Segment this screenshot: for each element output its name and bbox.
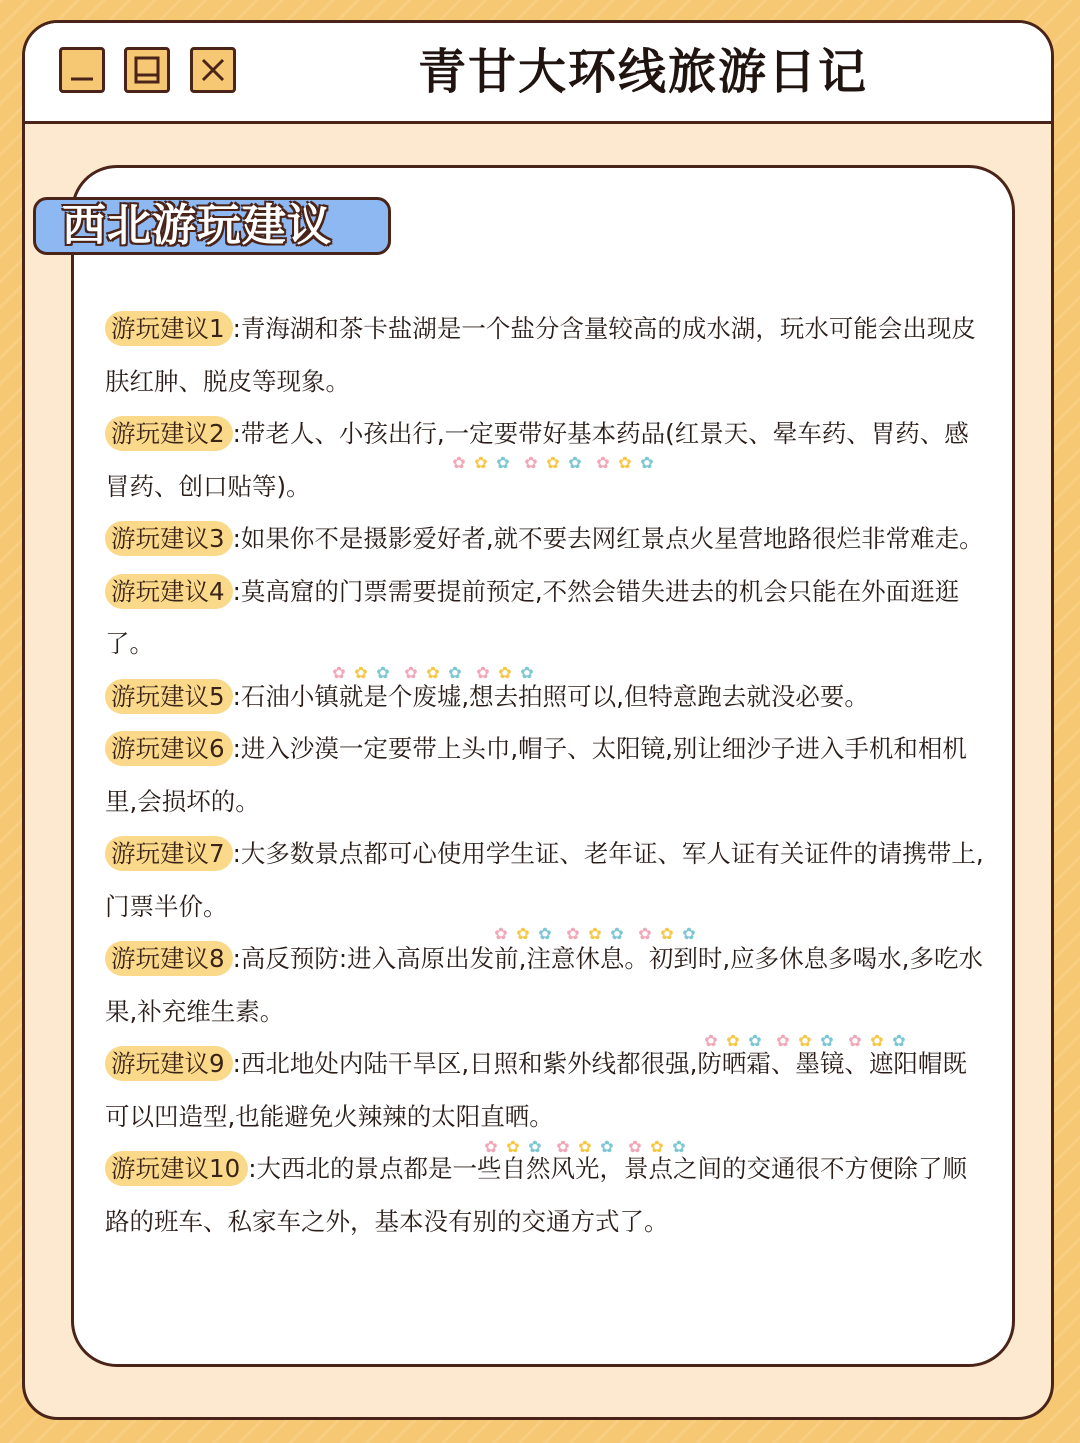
flower-icon: ✿ xyxy=(820,1031,834,1050)
flower-icon: ✿ xyxy=(556,1137,570,1156)
flower-icon: ✿ xyxy=(506,1137,520,1156)
tip-text: :青海湖和茶卡盐湖是一个盐分含量较高的成水湖，玩水可能会出现皮肤红肿、脱皮等现象。 xyxy=(105,314,976,396)
flower-icon: ✿ xyxy=(628,1137,642,1156)
flower-icon: ✿ xyxy=(568,453,582,472)
flower-icon: ✿ xyxy=(494,924,508,943)
flower-icon: ✿ xyxy=(426,663,440,682)
tip-text: :带老人、小孩出行,一定要带好基本药品(红景天、晕车药、胃药、感冒药、创口贴等)。 xyxy=(105,419,969,501)
flower-icon: ✿ xyxy=(538,924,552,943)
flower-icon: ✿ xyxy=(672,1137,686,1156)
tip-item xyxy=(105,933,985,1038)
tip-label: 游玩建议5 xyxy=(105,679,233,714)
flower-icon: ✿ xyxy=(498,663,512,682)
flower-icon: ✿ xyxy=(726,1031,740,1050)
tip-item xyxy=(105,1143,985,1248)
tip-item xyxy=(105,1038,985,1143)
tip-label: 游玩建议1 xyxy=(105,311,233,346)
flower-icon: ✿ xyxy=(892,1031,906,1050)
flower-icon: ✿ xyxy=(578,1137,592,1156)
flower-icon: ✿ xyxy=(496,453,510,472)
tip-item xyxy=(105,723,985,828)
tip-item xyxy=(105,303,985,408)
flower-icon: ✿ xyxy=(476,663,490,682)
flower-icon: ✿ xyxy=(484,1137,498,1156)
tip-item xyxy=(105,671,985,724)
flower-icon: ✿ xyxy=(528,1137,542,1156)
tip-label: 游玩建议3 xyxy=(105,521,233,556)
tip-text: :如果你不是摄影爱好者,就不要去网红景点火星营地路很烂非常难走。 xyxy=(232,524,984,553)
tip-label: 游玩建议9 xyxy=(105,1046,233,1081)
flower-icon: ✿ xyxy=(404,663,418,682)
flower-decoration xyxy=(700,1032,910,1050)
tip-text: :石油小镇就是个废墟,想去拍照可以,但特意跑去就没必要。 xyxy=(232,681,869,711)
flower-icon: ✿ xyxy=(682,924,696,943)
window-title: 青甘大环线旅游日记 xyxy=(417,44,868,100)
flower-icon: ✿ xyxy=(448,663,462,682)
flower-icon: ✿ xyxy=(474,453,488,472)
flower-icon: ✿ xyxy=(640,453,654,472)
flower-icon: ✿ xyxy=(618,453,632,472)
flower-decoration xyxy=(490,925,700,943)
minimize-icon xyxy=(62,50,102,90)
tip-text: :进入沙漠一定要带上头巾,帽子、太阳镜,别让细沙子进入手机和相机里,会损坏的。 xyxy=(105,734,967,816)
tip-label: 游玩建议10 xyxy=(105,1151,248,1186)
maximize-icon xyxy=(127,50,167,90)
tip-text: :高反预防:进入高原出发前,注意休息。初到时,应多休息多喝水,多吃水果,补充维生素。 xyxy=(105,944,983,1026)
title-bar xyxy=(25,23,1051,124)
app-window xyxy=(22,20,1054,1420)
tip-text: :西北地处内陆干旱区,日照和紫外线都很强,防晒霜、墨镜、遮阳帽既可以凹造型,也能避免火辣辣的太阳直晒。 xyxy=(105,1049,967,1131)
flower-icon: ✿ xyxy=(516,924,530,943)
flower-icon: ✿ xyxy=(332,663,346,682)
flower-icon: ✿ xyxy=(524,453,538,472)
flower-decoration xyxy=(480,1138,690,1156)
flower-icon: ✿ xyxy=(520,663,534,682)
flower-icon: ✿ xyxy=(660,924,674,943)
close-button[interactable] xyxy=(190,47,236,93)
flower-icon: ✿ xyxy=(704,1031,718,1050)
flower-icon: ✿ xyxy=(376,663,390,682)
tip-text: :莫高窟的门票需要提前预定,不然会错失进去的机会只能在外面逛逛了。 xyxy=(105,576,960,658)
flower-icon: ✿ xyxy=(610,924,624,943)
flower-icon: ✿ xyxy=(546,453,560,472)
tip-item xyxy=(105,513,985,566)
close-icon xyxy=(193,50,233,90)
tip-label: 游玩建议4 xyxy=(105,574,233,609)
flower-icon: ✿ xyxy=(596,453,610,472)
flower-icon: ✿ xyxy=(650,1137,664,1156)
flower-decoration xyxy=(328,664,538,682)
flower-icon: ✿ xyxy=(452,453,466,472)
tip-label: 游玩建议6 xyxy=(105,731,233,766)
flower-icon: ✿ xyxy=(600,1137,614,1156)
section-title: 西北游玩建议 xyxy=(33,197,391,255)
tip-item xyxy=(105,828,985,933)
tip-text: :大多数景点都可心使用学生证、老年证、军人证有关证件的请携带上,门票半价。 xyxy=(105,839,984,921)
minimize-button[interactable] xyxy=(59,47,105,93)
flower-icon: ✿ xyxy=(870,1031,884,1050)
flower-icon: ✿ xyxy=(798,1031,812,1050)
flower-icon: ✿ xyxy=(848,1031,862,1050)
flower-icon: ✿ xyxy=(566,924,580,943)
tip-item xyxy=(105,566,985,671)
flower-icon: ✿ xyxy=(638,924,652,943)
flower-icon: ✿ xyxy=(588,924,602,943)
tip-label: 游玩建议7 xyxy=(105,836,233,871)
tip-label: 游玩建议8 xyxy=(105,941,233,976)
flower-decoration xyxy=(448,454,658,472)
flower-icon: ✿ xyxy=(776,1031,790,1050)
flower-icon: ✿ xyxy=(748,1031,762,1050)
tip-label: 游玩建议2 xyxy=(105,416,233,451)
flower-icon: ✿ xyxy=(354,663,368,682)
tips-list xyxy=(105,303,985,1248)
tip-text: :大西北的景点都是一些自然风光，景点之间的交通很不方便除了顺路的班车、私家车之外，基本没有别的交通方式了。 xyxy=(105,1154,967,1236)
maximize-button[interactable] xyxy=(124,47,170,93)
